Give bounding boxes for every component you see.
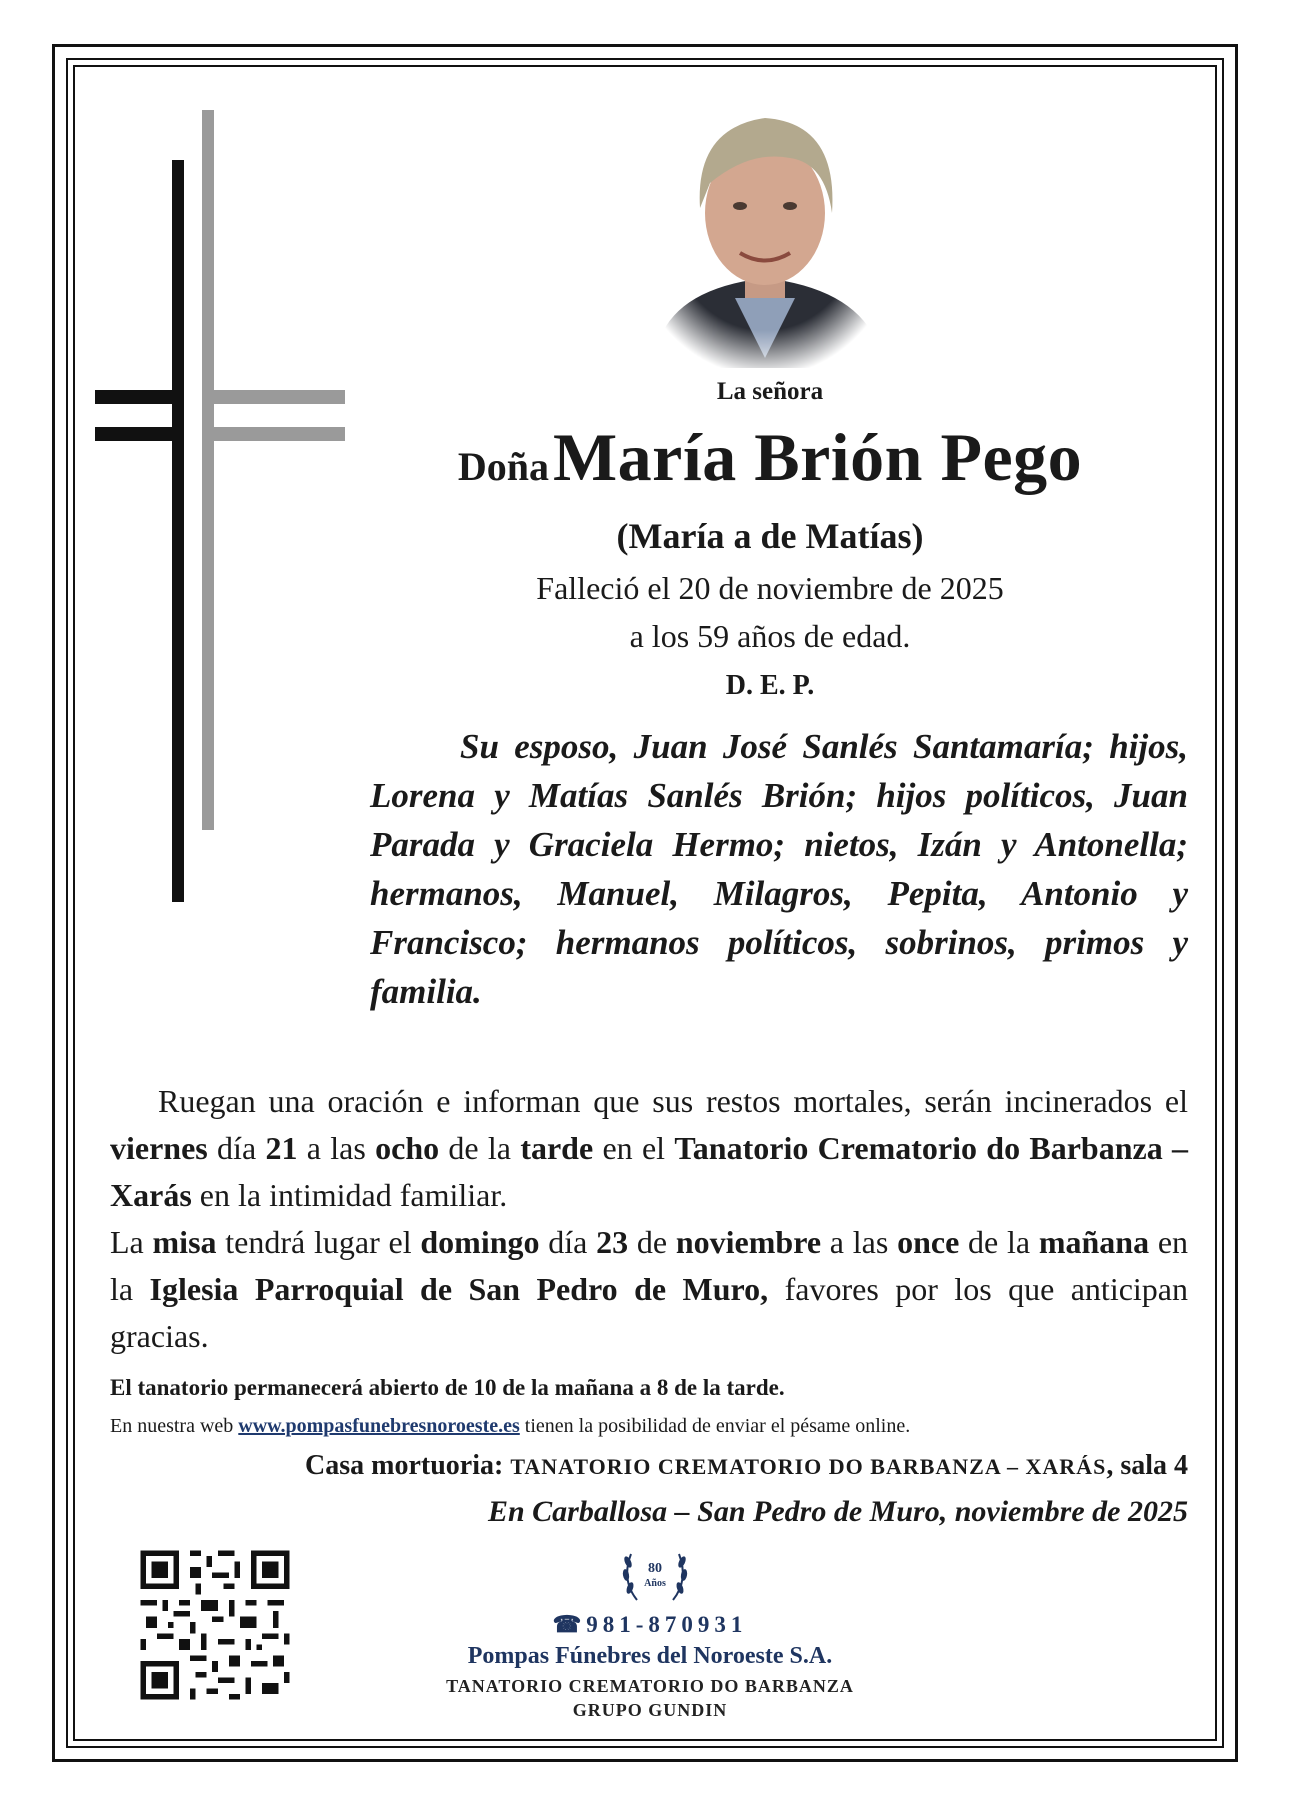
deceased-name: María Brión Pego — [552, 419, 1083, 495]
crematorio-name: TANATORIO CREMATORIO DO BARBANZA — [446, 1676, 854, 1696]
tanatorio-hours: El tanatorio permanecerá abierto de 10 de la mañana a 8 de la tarde. — [110, 1375, 785, 1400]
death-date: Falleció el 20 de noviembre de 2025 — [536, 570, 1004, 606]
deceased-name-line — [380, 418, 1160, 497]
svg-text:80: 80 — [648, 1561, 662, 1576]
anniversary-logo-icon — [615, 1540, 695, 1610]
mass-paragraph: La misa tendrá lugar el domingo día 23 de noviembre a las once de la mañana en la Iglesia Parroquial de San Pedro de Muro, favores por los que anticipan gracias. — [110, 1224, 1189, 1354]
qr-code[interactable] — [135, 1545, 295, 1705]
intro-label: La señora — [716, 378, 824, 405]
casa-mortuoria: Casa mortuoria: TANATORIO CREMATORIO DO BARBANZA – XARÁS, sala 4 — [305, 1450, 1188, 1481]
company-name: Pompas Fúnebres del Noroeste S.A. — [467, 1643, 833, 1669]
group-name: GRUPO GUNDIN — [572, 1700, 728, 1720]
svg-text:Años: Años — [644, 1578, 666, 1589]
cross-icon — [95, 110, 345, 910]
title-prefix: Doña — [457, 444, 549, 489]
cremation-paragraph: Ruegan una oración e informan que sus restos mortales, serán incinerados el viernes día 21 a las ocho de la tarde en el Tanatorio Crematorio do Barbanza – Xarás en la intimidad familiar. — [110, 1083, 1189, 1213]
place-date: En Carballosa – San Pedro de Muro, noviembre de 2025 — [487, 1495, 1188, 1528]
web-notice: En nuestra web www.pompasfunebresnoroeste.es tienen la posibilidad de enviar el pésame online. — [110, 1415, 911, 1437]
phone-line — [380, 1612, 920, 1638]
website-link[interactable]: www.pompasfunebresnoroeste.es — [238, 1415, 520, 1437]
deceased-alias: (María a de Matías) — [616, 516, 924, 556]
portrait-photo — [640, 88, 890, 368]
family-list: Su esposo, Juan José Sanlés Santamaría; hijos, Lorena y Matías Sanlés Brión; hijos políticos, Juan Parada y Graciela Hermo; nietos, Izán y Antonella; hermanos, Manuel, Milagros, Pepita, Antonio y Francisco; hermanos políticos, sobrinos, primos y familia. — [370, 727, 1188, 1011]
phone-number[interactable]: 981-870931 — [586, 1612, 748, 1637]
phone-icon: ☎ — [552, 1612, 587, 1637]
rip-label: D. E. P. — [725, 670, 815, 701]
death-age: a los 59 años de edad. — [629, 618, 911, 654]
